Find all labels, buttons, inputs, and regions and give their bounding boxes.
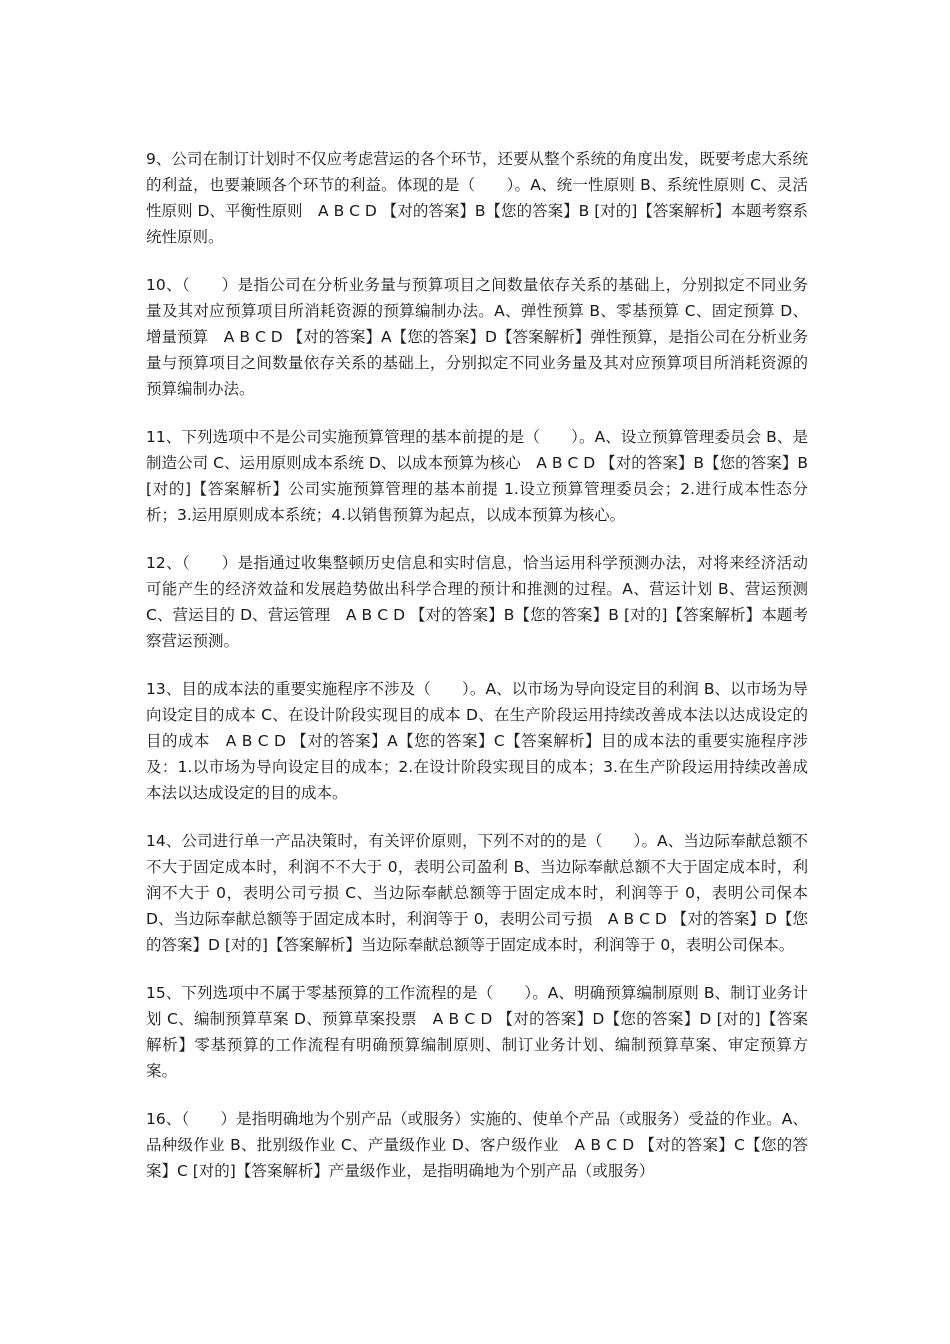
question-9: 9、公司在制订计划时不仅应考虑营运的各个环节，还要从整个系统的角度出发，既要考虑大系统的利益，也要兼顾各个环节的利益。体现的是（ ）。A、统一性原则 B、系统性原则 C、灵活性原则 D、平衡性原则 A B C D 【对的答案】B【您的答案】B [对的]【答案解析】本题考察系统性原则。 [146,150,808,246]
question-list [146,146,808,1206]
question-12: 12、（ ）是指通过收集整顿历史信息和实时信息，恰当运用科学预测办法，对将来经济活动可能产生的经济效益和发展趋势做出科学合理的预计和推测的过程。A、营运计划 B、营运预测 C、营运目的 D、营运管理 A B C D 【对的答案】B【您的答案】B [对的]【答案解析】本题考察营运预测。 [146,554,808,650]
question-11: 11、下列选项中不是公司实施预算管理的基本前提的是（ ）。A、设立预算管理委员会 B、是制造公司 C、运用原则成本系统 D、以成本预算为核心 A B C D 【对的答案】B【您的答案】B [对的]【答案解析】公司实施预算管理的基本前提 1.设立预算管理委员会；2.进行成本性态分析；3.运用原则成本系统；4.以销售预算为起点，以成本预算为核心。 [146,428,808,524]
question-13: 13、目的成本法的重要实施程序不涉及（ ）。A、以市场为导向设定目的利润 B、以市场为导向设定目的成本 C、在设计阶段实现目的成本 D、在生产阶段运用持续改善成本法以达成设定的目的成本 A B C D 【对的答案】A【您的答案】C【答案解析】目的成本法的重要实施程序涉及：1.以市场为导向设定目的成本；2.在设计阶段实现目的成本；3.在生产阶段运用持续改善成本法以达成设定的目的成本。 [146,680,808,802]
question-14: 14、公司进行单一产品决策时，有关评价原则，下列不对的的是（ ）。A、当边际奉献总额不不大于固定成本时，利润不不大于 0，表明公司盈利 B、当边际奉献总额不大于固定成本时，利润不大于 0，表明公司亏损 C、当边际奉献总额等于固定成本时，利润等于 0，表明公司保本 D、当边际奉献总额等于固定成本时，利润等于 0，表明公司亏损 A B C D 【对的答案】D【您的答案】D [对的]【答案解析】当边际奉献总额等于固定成本时，利润等于 0，表明公司保本。 [146,832,808,954]
question-16: 16、（ ）是指明确地为个别产品（或服务）实施的、使单个产品（或服务）受益的作业。A、品种级作业 B、批别级作业 C、产量级作业 D、客户级作业 A B C D 【对的答案】C【您的答案】C [对的]【答案解析】产量级作业，是指明确地为个别产品（或服务） [146,1110,808,1180]
question-15: 15、下列选项中不属于零基预算的工作流程的是（ ）。A、明确预算编制原则 B、制订业务计划 C、编制预算草案 D、预算草案投票 A B C D 【对的答案】D【您的答案】D [对的]【答案解析】零基预算的工作流程有明确预算编制原则、制订业务计划、编制预算草案、审定预算方案。 [146,984,808,1080]
question-10: 10、（ ）是指公司在分析业务量与预算项目之间数量依存关系的基础上，分别拟定不同业务量及其对应预算项目所消耗资源的预算编制办法。A、弹性预算 B、零基预算 C、固定预算 D、增量预算 A B C D 【对的答案】A【您的答案】D【答案解析】弹性预算，是指公司在分析业务量与预算项目之间数量依存关系的基础上，分别拟定不同业务量及其对应预算项目所消耗资源的预算编制办法。 [146,276,808,398]
